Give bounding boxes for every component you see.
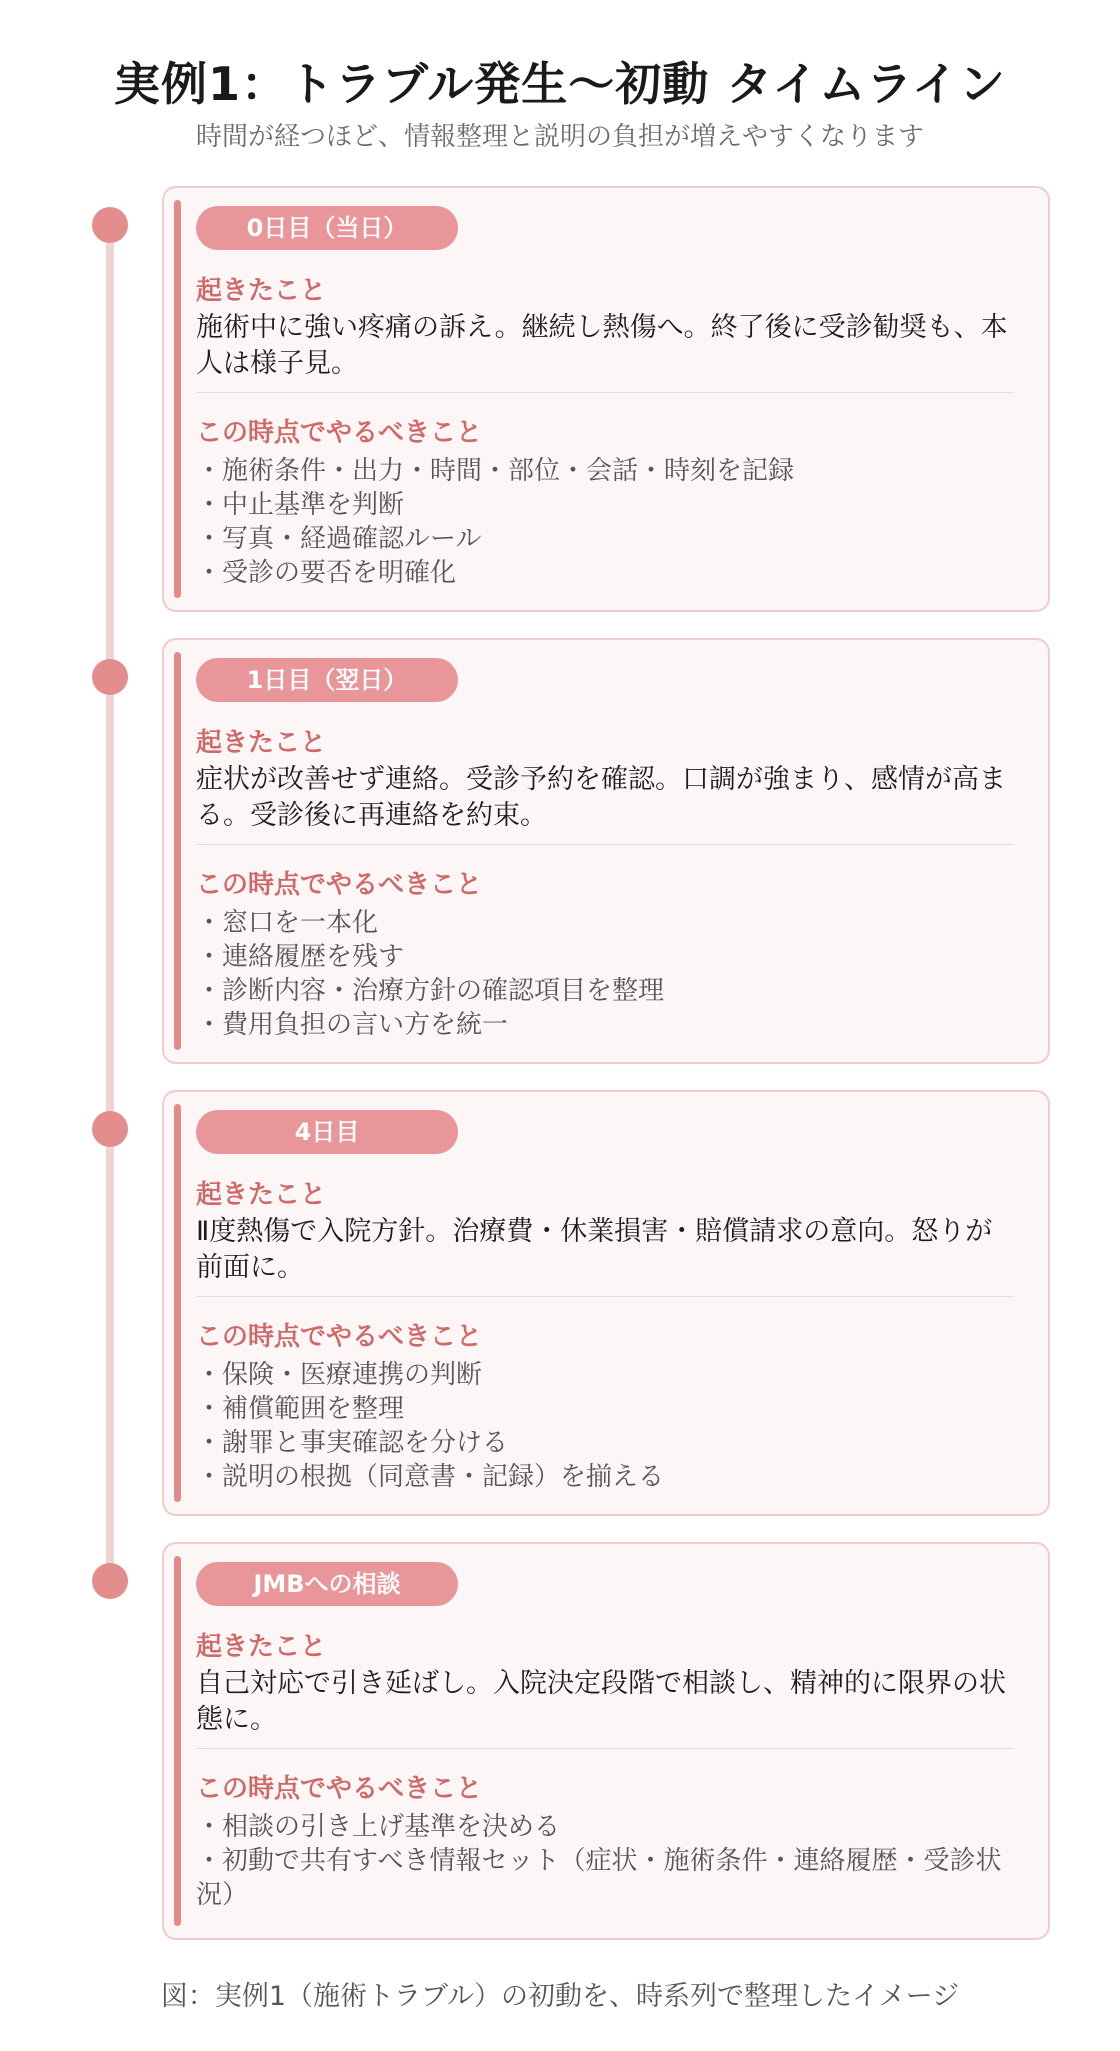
happened-text: 症状が改善せず連絡。受診予約を確認。口調が強まり、感情が高まる。受診後に再連絡を約束。 xyxy=(196,764,1006,831)
todo-heading: この時点でやるべきこと xyxy=(196,418,483,448)
todo-heading: この時点でやるべきこと xyxy=(196,1322,483,1352)
happened-heading: 起きたこと xyxy=(196,728,327,758)
todo-item: ・施術条件・出力・時間・部位・会話・時刻を記録 xyxy=(196,456,795,486)
timeline-dot-day1 xyxy=(92,659,128,695)
day-badge: 4日目 xyxy=(196,1110,458,1154)
day-badge: JMBへの相談 xyxy=(196,1562,458,1606)
happened-text: Ⅱ度熱傷で入院方針。治療費・休業損害・賠償請求の意向。怒りが前面に。 xyxy=(196,1216,993,1283)
card-accent-bar xyxy=(174,1104,181,1502)
happened-heading: 起きたこと xyxy=(196,1180,327,1210)
timeline-card-day1 xyxy=(162,638,1050,1064)
todo-item: ・写真・経過確認ルール xyxy=(196,524,482,554)
todo-item: ・補償範囲を整理 xyxy=(196,1394,405,1424)
page-subtitle: 時間が経つほど、情報整理と説明の負担が増えやすくなります xyxy=(195,122,924,152)
todo-item: ・中止基準を判断 xyxy=(196,490,405,520)
todo-heading: この時点でやるべきこと xyxy=(196,870,483,900)
todo-item: ・説明の根拠（同意書・記録）を揃える xyxy=(196,1462,665,1492)
figure-caption: 図：実例1（施術トラブル）の初動を、時系列で整理したイメージ xyxy=(160,1981,960,2012)
happened-heading: 起きたこと xyxy=(196,1632,327,1662)
card-divider xyxy=(196,1296,1014,1297)
card-divider xyxy=(196,392,1014,393)
todo-list xyxy=(196,454,1008,590)
happened-text: 施術中に強い疼痛の訴え。継続し熱傷へ。終了後に受診勧奨も、本人は様子見。 xyxy=(196,312,1008,379)
page-title: 実例1：トラブル発生〜初動 タイムライン xyxy=(114,57,1006,111)
todo-list xyxy=(196,1358,1008,1494)
todo-item: ・保険・医療連携の判断 xyxy=(196,1360,483,1390)
todo-item: ・受診の要否を明確化 xyxy=(196,558,457,588)
timeline-card-day0 xyxy=(162,186,1050,612)
todo-list xyxy=(196,1810,1008,1912)
todo-item: ・謝罪と事実確認を分ける xyxy=(196,1428,509,1458)
todo-item: ・相談の引き上げ基準を決める xyxy=(196,1812,561,1842)
day-badge: 0日目（当日） xyxy=(196,206,458,250)
timeline-dot-day0 xyxy=(92,207,128,243)
card-accent-bar xyxy=(174,652,181,1050)
card-accent-bar xyxy=(174,1556,181,1926)
timeline-card-day4 xyxy=(162,1090,1050,1516)
todo-item: ・窓口を一本化 xyxy=(196,908,379,938)
day-badge: 1日目（翌日） xyxy=(196,658,458,702)
happened-heading: 起きたこと xyxy=(196,276,327,306)
todo-item: ・診断内容・治療方針の確認項目を整理 xyxy=(196,976,665,1006)
todo-item: ・初動で共有すべき情報セット（症状・施術条件・連絡履歴・受診状況） xyxy=(196,1846,1002,1910)
todo-item: ・連絡履歴を残す xyxy=(196,942,405,972)
happened-text: 自己対応で引き延ばし。入院決定段階で相談し、精神的に限界の状態に。 xyxy=(196,1668,1006,1735)
timeline-dot-day4 xyxy=(92,1111,128,1147)
timeline-card-jmb xyxy=(162,1542,1050,1940)
timeline-line xyxy=(106,226,114,1590)
card-divider xyxy=(196,1748,1014,1749)
timeline-dot-jmb xyxy=(92,1563,128,1599)
todo-item: ・費用負担の言い方を統一 xyxy=(196,1010,509,1040)
todo-heading: この時点でやるべきこと xyxy=(196,1774,483,1804)
todo-list xyxy=(196,906,1008,1042)
card-divider xyxy=(196,844,1014,845)
card-accent-bar xyxy=(174,200,181,598)
